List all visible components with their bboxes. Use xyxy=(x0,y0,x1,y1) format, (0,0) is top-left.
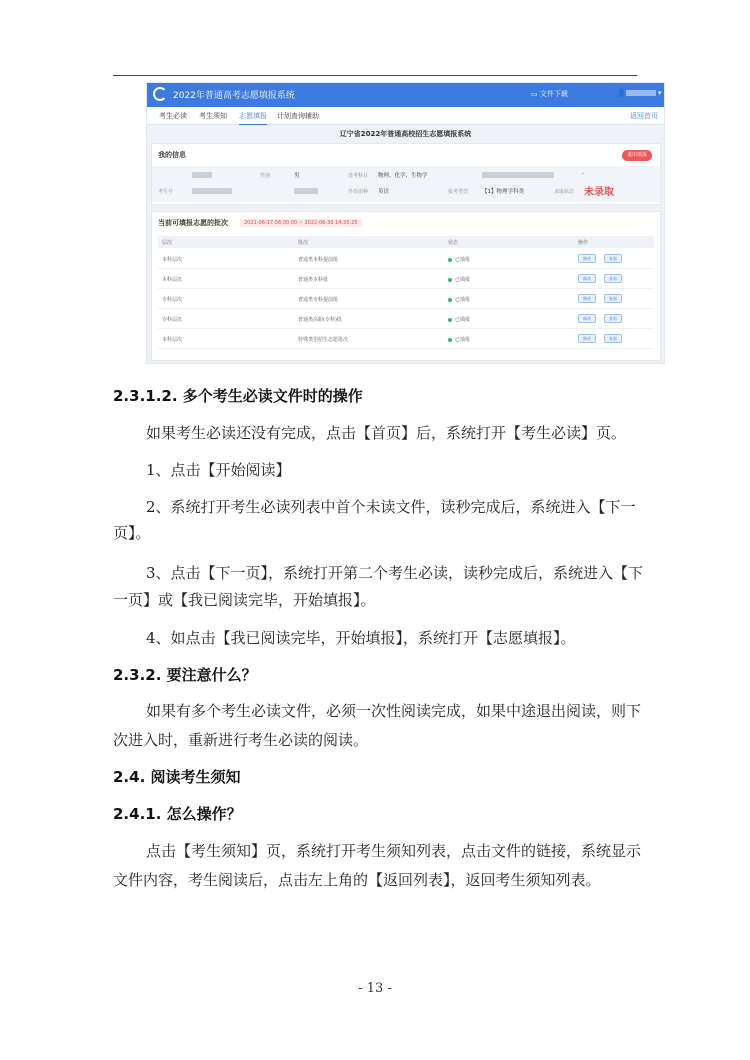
table-row xyxy=(158,309,654,329)
status-dot-icon xyxy=(448,298,452,302)
gender-label: 性别 xyxy=(260,173,271,179)
paragraph-cont: 页】。 xyxy=(113,524,151,542)
row-batch: 普通类本科提前批 xyxy=(298,257,339,263)
score-value: - xyxy=(582,171,584,177)
heading-2-4-1: 2.4.1. 怎么操作？ xyxy=(113,805,242,823)
period-badge: 2021-06-17 08:00:00 ~ 2022-06-30 14:35:25 xyxy=(240,219,362,227)
paragraph-cont: 一页】或【我已阅读完毕，开始填报】。 xyxy=(113,591,376,609)
paragraph: 1、点击【开始阅读】 xyxy=(146,461,291,479)
edit-button[interactable]: 修改 xyxy=(578,274,596,283)
category-label: 报考类型 xyxy=(448,189,469,195)
edit-button[interactable]: 修改 xyxy=(578,314,596,323)
paragraph-cont: 文件内容，考生阅读后，点击左上角的【返回列表】，返回考生须知列表。 xyxy=(113,871,601,889)
gender-value: 男 xyxy=(294,173,300,179)
row-batch: 普通类高职(专科)批 xyxy=(298,317,342,323)
tab-notice[interactable]: 考生须知 xyxy=(199,112,227,120)
row-level: 专科层次 xyxy=(162,297,183,303)
id-blur xyxy=(482,172,554,178)
name-blur xyxy=(192,172,212,178)
status-dot-icon xyxy=(448,278,452,282)
status-dot-icon xyxy=(448,338,452,342)
edit-button[interactable]: 修改 xyxy=(578,254,596,263)
subjects-label: 选考科目 xyxy=(348,173,369,179)
tab-must-read[interactable]: 考生必读 xyxy=(159,112,187,120)
table-row xyxy=(158,249,654,269)
category-value: 【1】物理学科类 xyxy=(482,189,524,195)
row-batch: 普通类专科提前批 xyxy=(298,297,339,303)
heading-2-4: 2.4. 阅读考生须知 xyxy=(113,768,241,786)
header-rule xyxy=(113,75,637,76)
paragraph: 如果考生必读还没有完成，点击【首页】后，系统打开【考生必读】页。 xyxy=(146,424,627,442)
app-bar xyxy=(147,83,664,107)
page-number: - 13 - xyxy=(358,981,392,996)
tab-application[interactable]: 志愿填报 xyxy=(239,111,267,125)
paragraph-cont: 次进入时，重新进行考生必读的阅读。 xyxy=(113,731,369,749)
info-band xyxy=(152,166,660,202)
row-level: 本科层次 xyxy=(162,277,183,283)
app-title: 2022年普通高考志愿填报系统 xyxy=(173,91,295,101)
user-menu[interactable]: 👤 ▾ xyxy=(617,89,662,97)
row-status: 已填报 xyxy=(448,336,470,343)
tab-plan-query[interactable]: 计划查询辅助 xyxy=(277,112,319,120)
row-level: 本科层次 xyxy=(162,257,183,263)
table-row xyxy=(158,289,654,309)
edit-button[interactable]: 修改 xyxy=(578,294,596,303)
row-level: 专科层次 xyxy=(162,317,183,323)
admission-label: 录取状态 xyxy=(554,189,575,195)
row-level: 本科层次 xyxy=(162,337,183,343)
exam-no-blur xyxy=(192,188,232,194)
back-home-link[interactable]: 返回首页 xyxy=(630,112,658,120)
batches-heading: 当前可填报志愿的批次 xyxy=(158,219,228,227)
view-button[interactable]: 查看 xyxy=(604,274,622,283)
app-logo-icon xyxy=(153,87,167,101)
col-batch: 批次 xyxy=(298,240,309,246)
paragraph: 如果有多个考生必读文件，必须一次性阅读完成，如果中途退出阅读，则下 xyxy=(146,702,642,720)
embedded-screenshot xyxy=(146,82,665,364)
col-level: 层次 xyxy=(162,240,173,246)
batches-card xyxy=(151,211,661,361)
row-status: 已填报 xyxy=(448,256,470,263)
paragraph: 4、如点击【我已阅读完毕，开始填报】，系统打开【志愿填报】。 xyxy=(146,629,576,647)
exit-button[interactable]: 退出填报 xyxy=(622,150,652,161)
region-blur xyxy=(294,188,318,194)
tab-bar xyxy=(147,107,664,125)
edit-button[interactable]: 修改 xyxy=(578,334,596,343)
my-info-heading: 我的信息 xyxy=(158,151,186,159)
row-status: 已填报 xyxy=(448,316,470,323)
paragraph: 点击【考生须知】页，系统打开考生须知列表，点击文件的链接，系统显示 xyxy=(146,842,642,860)
status-dot-icon xyxy=(448,258,452,262)
row-status: 已填报 xyxy=(448,276,470,283)
row-status: 已填报 xyxy=(448,296,470,303)
system-title: 辽宁省2022年普通高校招生志愿填报系统 xyxy=(339,130,472,138)
heading-2-3-2: 2.3.2. 要注意什么？ xyxy=(113,666,257,684)
col-action: 操作 xyxy=(578,240,589,246)
row-batch: 普通类本科批 xyxy=(298,277,329,283)
view-button[interactable]: 查看 xyxy=(604,294,622,303)
table-row xyxy=(158,329,654,349)
language-value: 英语 xyxy=(378,189,390,195)
language-label: 外语语种 xyxy=(348,189,369,195)
table-header xyxy=(158,236,654,248)
view-button[interactable]: 查看 xyxy=(604,254,622,263)
row-batch: 特殊类型招生志愿批次 xyxy=(298,337,349,343)
my-info-card xyxy=(151,143,661,205)
paragraph: 3、点击【下一页】，系统打开第二个考生必读，读秒完成后，系统进入【下 xyxy=(146,564,644,582)
exam-no-label: 考生号 xyxy=(158,189,174,195)
subjects-value: 物理、化学、生物学 xyxy=(378,173,428,179)
paragraph: 2、系统打开考生必读列表中首个未读文件，读秒完成后，系统进入【下一 xyxy=(146,498,636,516)
heading-2-3-1-2: 2.3.1.2. 多个考生必读文件时的操作 xyxy=(113,387,363,405)
status-dot-icon xyxy=(448,318,452,322)
col-status: 状态 xyxy=(448,240,459,246)
view-button[interactable]: 查看 xyxy=(604,314,622,323)
file-download-link[interactable]: ▭ 文件下载 xyxy=(531,90,568,98)
admission-status: 未录取 xyxy=(584,187,614,198)
table-row xyxy=(158,269,654,289)
view-button[interactable]: 查看 xyxy=(604,334,622,343)
